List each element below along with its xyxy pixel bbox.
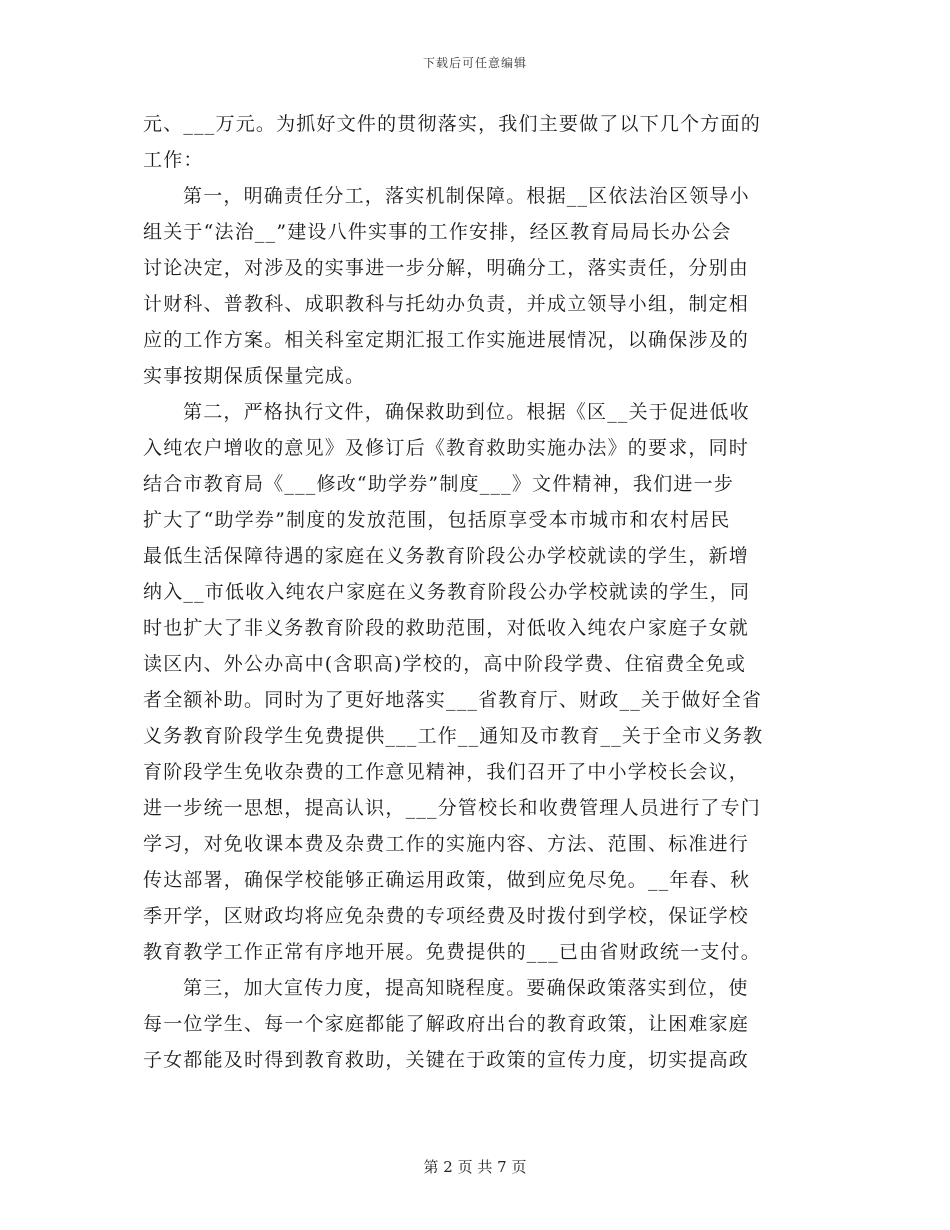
body-line: 最低生活保障待遇的家庭在义务教育阶段公办学校就读的学生，新增 <box>143 545 750 567</box>
body-line: 第一，明确责任分工，落实机制保障。根据__区依法治区领导小 <box>183 185 750 207</box>
body-line: 扩大了“助学券”制度的发放范围，包括原享受本市城市和农村居民 <box>143 509 731 531</box>
body-line: 教育教学工作正常有序地开展。免费提供的___已由省财政统一支付。 <box>143 941 761 963</box>
body-line: 义务教育阶段学生免费提供___工作__通知及市教育__关于全市义务教 <box>143 725 764 747</box>
body-line: 进一步统一思想，提高认识，___分管校长和收费管理人员进行了专门 <box>143 797 761 819</box>
body-line: 讨论决定，对涉及的实事进一步分解，明确分工，落实责任，分别由 <box>143 257 750 279</box>
body-line: 第二，严格执行文件，确保救助到位。根据《区__关于促进低收 <box>183 401 750 423</box>
body-line: 元、___万元。为抓好文件的贯彻落实，我们主要做了以下几个方面的 <box>143 113 761 135</box>
body-line: 纳入__市低收入纯农户家庭在义务教育阶段公办学校就读的学生，同 <box>143 581 751 603</box>
body-line: 计财科、普教科、成职教科与托幼办负责，并成立领导小组，制定相 <box>143 293 750 315</box>
body-line: 工作： <box>143 149 204 171</box>
body-line: 实事按期保质保量完成。 <box>143 365 366 387</box>
body-line: 应的工作方案。相关科室定期汇报工作实施进展情况，以确保涉及的 <box>143 329 750 351</box>
body-line: 结合市教育局《___修改“助学券”制度___》文件精神，我们进一步 <box>143 473 735 495</box>
body-line: 子女都能及时得到教育救助，关键在于政策的宣传力度，切实提高政 <box>143 1049 750 1071</box>
body-line: 组关于“法治__”建设八件实事的工作安排，经区教育局局长办公会 <box>143 221 732 243</box>
body-line: 者全额补助。同时为了更好地落实___省教育厅、财政__关于做好全省 <box>143 689 763 711</box>
body-line: 读区内、外公办高中(含职高)学校的，高中阶段学费、住宿费全免或 <box>143 653 747 675</box>
page-header: 下载后可任意编辑 <box>422 56 527 70</box>
body-line: 传达部署，确保学校能够正确运用政策，做到应免尽免。__年春、秋 <box>143 869 751 891</box>
document-body <box>143 106 807 1078</box>
body-line: 育阶段学生免收杂费的工作意见精神，我们召开了中小学校长会议， <box>143 761 750 783</box>
body-line: 时也扩大了非义务教育阶段的救助范围，对低收入纯农户家庭子女就 <box>143 617 750 639</box>
body-line: 学习，对免收课本费及杂费工作的实施内容、方法、范围、标准进行 <box>143 833 750 855</box>
body-line: 第三，加大宣传力度，提高知晓程度。要确保政策落实到位，使 <box>183 977 749 999</box>
body-line: 每一位学生、每一个家庭都能了解政府出台的教育政策，让困难家庭 <box>143 1013 750 1035</box>
page-number: 第 2 页 共 7 页 <box>423 1158 527 1176</box>
body-line: 季开学，区财政均将应免杂费的专项经费及时拨付到学校，保证学校 <box>143 905 750 927</box>
body-line: 入纯农户增收的意见》及修订后《教育救助实施办法》的要求，同时 <box>143 437 750 459</box>
